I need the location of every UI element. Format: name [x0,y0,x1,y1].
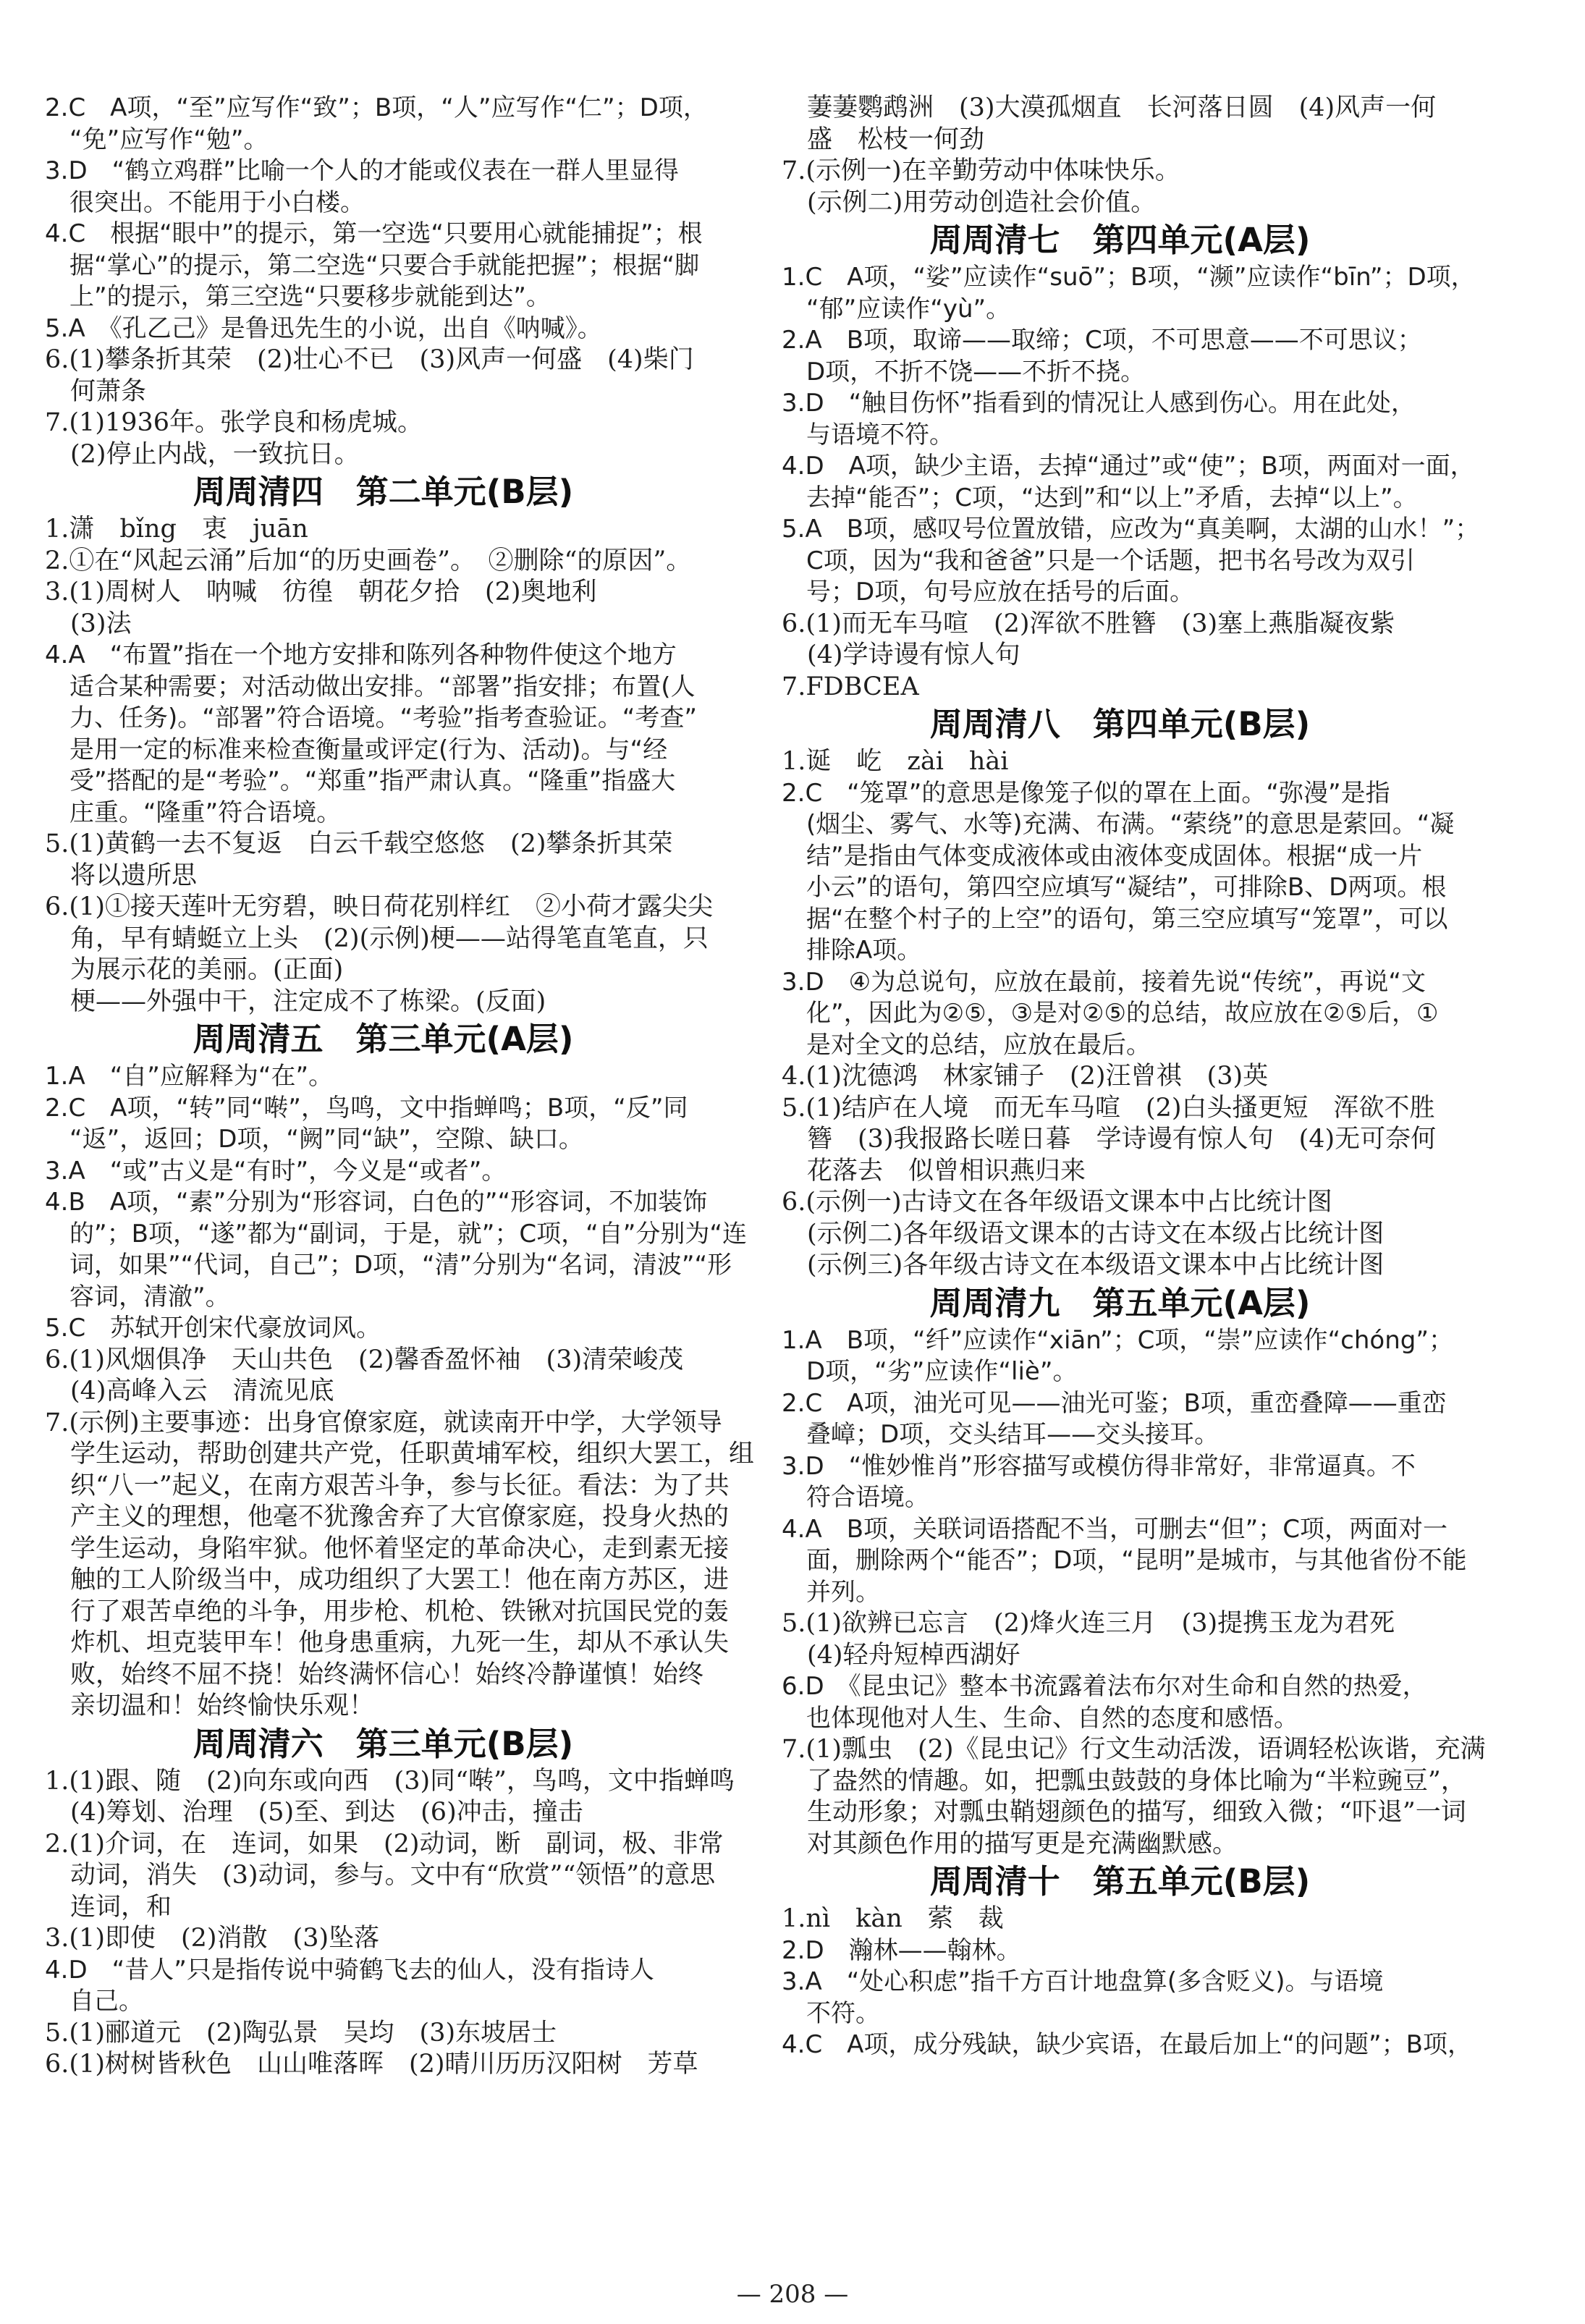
answer-line: 与语境不符。 [782,420,954,449]
answer-line: “免”应写作“勉”。 [45,124,269,154]
answer-line: “郁”应读作“yù”。 [782,294,1011,324]
answer-line: 对其颜色作用的描写更是充满幽默感。 [782,1829,1238,1859]
answer-line: 4.C 根据“眼中”的提示，第一空选“只要用心就能捕捉”；根 [45,219,703,248]
answer-line: 2.D 瀚林——翰林。 [782,1935,1021,1965]
answer-line: 6.D 《昆虫记》整本书流露着法布尔对生命和自然的热爱， [782,1672,1427,1701]
answer-line: 学生运动，身陷牢狱。他怀着坚定的革命决心，走到素无接 [45,1534,730,1563]
answer-line: 符合语境。 [782,1483,929,1512]
answer-line: 叠嶂；D项，交头结耳——交头接耳。 [782,1420,1220,1449]
answer-line: 5.A B项，感叹号位置放错，应改为“真美啊，太湖的山水！”； [782,515,1480,544]
answer-line: 4.A B项，关联词语搭配不当，可删去“但”；C项，两面对一 [782,1514,1447,1544]
answer-line: 学生运动，帮助创建共产党，任职黄埔军校，组织大罢工，组 [45,1440,755,1469]
answer-line: (4)筹划、治理 (5)至、到达 (6)冲击，撞击 [45,1798,583,1827]
section-heading: 周周清四 第二单元(B层) [193,473,574,511]
answer-line: (2)停止内战，一致抗日。 [45,439,360,469]
answer-line: 花落去 似曾相识燕归来 [782,1156,1086,1186]
answer-line: 7.(示例一)在辛勤劳动中体味快乐。 [782,156,1180,185]
answer-line: 7.(1)1936年。张学良和杨虎城。 [45,408,423,437]
answer-line: 5.(1)结庐在人境 而无车马喧 (2)白头搔更短 浑欲不胜 [782,1093,1435,1123]
answer-line: 1.A “自”应解释为“在”。 [45,1062,334,1091]
answer-line: 6.(1)而无车马喧 (2)浑欲不胜簪 (3)塞上燕脂凝夜紫 [782,609,1395,638]
answer-line: 了盎然的情趣。如，把瓢虫鼓鼓的身体比喻为“半粒豌豆”， [782,1766,1466,1796]
answer-line: 2.C A项，“至”应写作“致”；B项，“人”应写作“仁”；D项， [45,93,708,122]
answer-line: 1.(1)跟、随 (2)向东或向西 (3)同“啭”，鸟鸣，文中指蝉鸣 [45,1766,735,1796]
answer-line: 的”；B项，“遂”都为“副词，于是，就”；C项，“自”分别为“连 [45,1219,747,1248]
answer-line: 5.(1)黄鹤一去不复返 白云千载空悠悠 (2)攀条折其荣 [45,829,673,858]
answer-line: 面，删除两个“能否”；D项，“昆明”是城市，与其他省份不能 [782,1546,1467,1575]
section-heading: 周周清九 第五单元(A层) [929,1283,1311,1322]
section-heading: 周周清八 第四单元(B层) [929,705,1311,743]
answer-line: 排除A项。 [782,936,922,965]
answer-line: 将以遗所思 [45,861,198,890]
answer-line: 3.A “或”古义是“有时”，今义是“或者”。 [45,1156,507,1186]
answer-line: 1.nì kàn 萦 裁 [782,1904,1004,1933]
answer-line: 据“掌心”的提示，第二空选“只要合手就能把握”；根据“脚 [45,250,700,280]
answer-line: 也体现他对人生、生命、自然的态度和感悟。 [782,1703,1298,1733]
section-heading: 周周清五 第三单元(A层) [193,1020,574,1058]
answer-line: 庄重。“隆重”符合语境。 [45,798,342,827]
answer-line: 上”的提示，第三空选“只要移步就能到达”。 [45,282,551,311]
answer-line: 据“在整个村子的上空”的语句，第三空应填写“笼罩”，可以 [782,904,1448,934]
answer-line: 3.D “惟妙惟肖”形容描写或模仿得非常好，非常逼真。不 [782,1451,1416,1481]
section-heading: 周周清七 第四单元(A层) [929,221,1311,259]
answer-line: 盛 松枝一何劲 [782,124,985,154]
answer-line: 3.D ④为总说句，应放在最前，接着先说“传统”，再说“文 [782,967,1426,997]
answer-line: 生动形象；对瓢虫鞘翅颜色的描写，细致入微；“吓退”一词 [782,1798,1466,1827]
answer-line: 3.D “触目伤怀”指看到的情况让人感到伤心。用在此处， [782,389,1416,418]
answer-line: 4.D “昔人”只是指传说中骑鹤飞去的仙人，没有指诗人 [45,1955,654,1985]
answer-line: 角，早有蜻蜓立上头 (2)(示例)梗——站得笔直笔直，只 [45,924,709,953]
answer-line: 6.(1)树树皆秋色 山山唯落晖 (2)晴川历历汉阳树 芳草 [45,2050,698,2079]
answer-line: 4.B A项，“素”分别为“形容词，白色的”“形容词，不加装饰 [45,1188,708,1217]
answer-line: 织“八一”起义，在南方艰苦斗争，参与长征。看法：为了共 [45,1471,730,1500]
answer-line: 容词，清澈”。 [45,1282,230,1311]
answer-line: 6.(1)攀条折其荣 (2)壮心不已 (3)风声一何盛 (4)柴门 [45,345,694,374]
answer-line: 2.C A项，油光可见——油光可鉴；B项，重峦叠障——重峦 [782,1388,1447,1418]
answer-line: 去掉“能否”；C项，“达到”和“以上”矛盾，去掉“以上”。 [782,483,1418,512]
answer-line: 为展示花的美丽。(正面) [45,955,344,984]
answer-line: 号；D项，句号应放在括号的后面。 [782,578,1195,607]
answer-line: 1.A B项，“纤”应读作“xiān”；C项，“崇”应读作“chóng”； [782,1325,1453,1355]
answer-line: 2.(1)介词，在 连词，如果 (2)动词，断 副词，极、非常 [45,1829,724,1859]
answer-line: 4.A “布置”指在一个地方安排和陈列各种物件使这个地方 [45,641,677,669]
answer-line: 6.(1)风烟俱净 天山共色 (2)馨香盈怀袖 (3)清荣峻茂 [45,1345,684,1374]
answer-line: 2.①在“风起云涌”后加“的历史画卷”。 ②删除“的原因”。 [45,546,692,575]
answer-line: (烟尘、雾气、水等)充满、布满。“萦绕”的意思是萦回。“凝 [782,810,1455,839]
answer-line: 并列。 [782,1577,880,1607]
answer-line: 梗——外强中干，注定成不了栋梁。(反面) [45,986,546,1016]
answer-line: 动词，消失 (3)动词，参与。文中有“欣赏”“领悟”的意思 [45,1861,716,1890]
answer-line: 3.(1)即使 (2)消散 (3)坠落 [45,1924,380,1953]
answer-line: 产主义的理想，他毫不犹豫舍弃了大官僚家庭，投身火热的 [45,1503,730,1531]
answer-line: 受”搭配的是“考验”。“郑重”指严肃认真。“隆重”指盛大 [45,766,676,795]
answer-line: 2.C A项，“转”同“啭”，鸟鸣，文中指蝉鸣；B项，“反”同 [45,1093,688,1123]
answer-line: 词，如果”“代词，自己”；D项，“清”分别为“名词，清波”“形 [45,1251,732,1280]
answer-line: (示例二)各年级语文课本的古诗文在本级占比统计图 [782,1219,1385,1248]
answer-line: 自己。 [45,1987,143,2016]
answer-line: 5.(1)欲辨已忘言 (2)烽火连三月 (3)提携玉龙为君死 [782,1609,1395,1638]
answer-line: (4)高峰入云 清流见底 [45,1377,334,1406]
answer-line: 炸机、坦克装甲车！他身患重病，九死一生，却从不承认失 [45,1628,730,1657]
answer-line: 连词，和 [45,1892,172,1922]
answer-line: D项，“劣”应读作“liè”。 [782,1357,1078,1386]
answer-line: 小云”的语句，第四空应填写“凝结”，可排除B、D两项。根 [782,873,1447,902]
answer-line: 亲切温和！始终愉快乐观！ [45,1691,375,1720]
answer-line: 化”，因此为②⑤，③是对②⑤的总结，故应放在②⑤后，① [782,999,1439,1028]
answer-line: 适合某种需要；对活动做出安排。“部署”指安排；布置(人 [45,672,696,701]
answer-line: 2.A B项，取谛——取缔；C项，不可思意——不可思议； [782,326,1422,355]
answer-line: 是用一定的标准来检查衡量或评定(行为、活动)。与“经 [45,735,668,764]
answer-line: 4.(1)沈德鸿 林家铺子 (2)汪曾祺 (3)英 [782,1062,1269,1091]
answer-line: 1.诞 屹 zài hài [782,747,1009,776]
answer-line: 1.C A项，“娑”应读作“suō”；B项，“濒”应读作“bīn”；D项， [782,263,1476,292]
answer-line: 3.D “鹤立鸡群”比喻一个人的才能或仪表在一群人里显得 [45,156,679,185]
answer-line: 萋萋鹦鹉洲 (3)大漠孤烟直 长河落日圆 (4)风声一何 [782,93,1437,122]
answer-line: 很突出。不能用于小白楼。 [45,187,365,217]
left-column [45,93,755,2081]
answer-line: 5.A 《孔乙己》是鲁迅先生的小说，出自《呐喊》。 [45,313,602,343]
answer-line: 7.FDBCEA [782,672,919,701]
answer-line: 3.A “处心积虑”指千方百计地盘算(多含贬义)。与语境 [782,1967,1384,1996]
answer-line: 是对全文的总结，应放在最后。 [782,1030,1151,1060]
answer-line: 7.(示例)主要事迹：出身官僚家庭，就读南开中学，大学领导 [45,1408,722,1437]
answer-line: 何萧条 [45,376,147,406]
section-heading: 周周清六 第三单元(B层) [193,1724,574,1763]
answer-line: “返”，返回；D项，“阙”同“缺”，空隙、缺口。 [45,1125,583,1154]
answer-line: (4)学诗谩有惊人句 [782,641,1020,669]
answer-line: C项，因为“我和爸爸”只是一个话题，把书名号改为双引 [782,546,1415,575]
page-number: — 208 — [736,2280,849,2309]
answer-line: (4)轻舟短棹西湖好 [782,1640,1020,1670]
answer-line: 5.(1)郦道元 (2)陶弘景 吴均 (3)东坡居士 [45,2018,557,2048]
answer-line: 4.D A项，缺少主语，去掉“通过”或“使”；B项，两面对一面， [782,452,1475,481]
answer-line: (示例三)各年级古诗文在本级语文课本中占比统计图 [782,1251,1385,1280]
answer-line: 6.(示例一)古诗文在各年级语文课本中占比统计图 [782,1188,1332,1217]
answer-line: 簪 (3)我报路长嗟日暮 学诗谩有惊人句 (4)无可奈何 [782,1125,1437,1154]
answer-line: 1.潇 bǐng 衷 juān [45,515,308,544]
answer-line: 败，始终不屈不挠！始终满怀信心！始终冷静谨慎！始终 [45,1660,704,1689]
answer-line: (3)法 [45,609,132,638]
answer-line: 7.(1)瓢虫 (2)《昆虫记》行文生动活泼，语调轻松诙谐，充满 [782,1735,1486,1764]
answer-line: 力、任务)。“部署”符合语境。“考验”指考查验证。“考查” [45,703,697,732]
answer-line: 不符。 [782,1998,880,2028]
answer-line: 触的工人阶级当中，成功组织了大罢工！他在南方苏区，进 [45,1565,730,1594]
answer-line: 6.(1)①接天莲叶无穷碧，映日荷花别样红 ②小荷才露尖尖 [45,892,713,921]
right-column [782,93,1486,2061]
answer-line: 结”是指由气体变成液体或由液体变成固体。根据“成一片 [782,841,1423,871]
answer-line: 2.C “笼罩”的意思是像笼子似的罩在上面。“弥漫”是指 [782,778,1390,808]
answer-line: 3.(1)周树人 呐喊 彷徨 朝花夕拾 (2)奥地利 [45,578,597,607]
answer-line: 行了艰苦卓绝的斗争，用步枪、机枪、铁锹对抗国民党的轰 [45,1597,730,1626]
answer-line: D项，不折不饶——不折不挠。 [782,357,1146,386]
section-heading: 周周清十 第五单元(B层) [929,1862,1311,1901]
answer-line: 5.C 苏轼开创宋代豪放词风。 [45,1314,381,1343]
answer-line: 4.C A项，成分残缺，缺少宾语，在最后加上“的问题”；B项， [782,2030,1472,2059]
answer-line: (示例二)用劳动创造社会价值。 [782,187,1157,217]
